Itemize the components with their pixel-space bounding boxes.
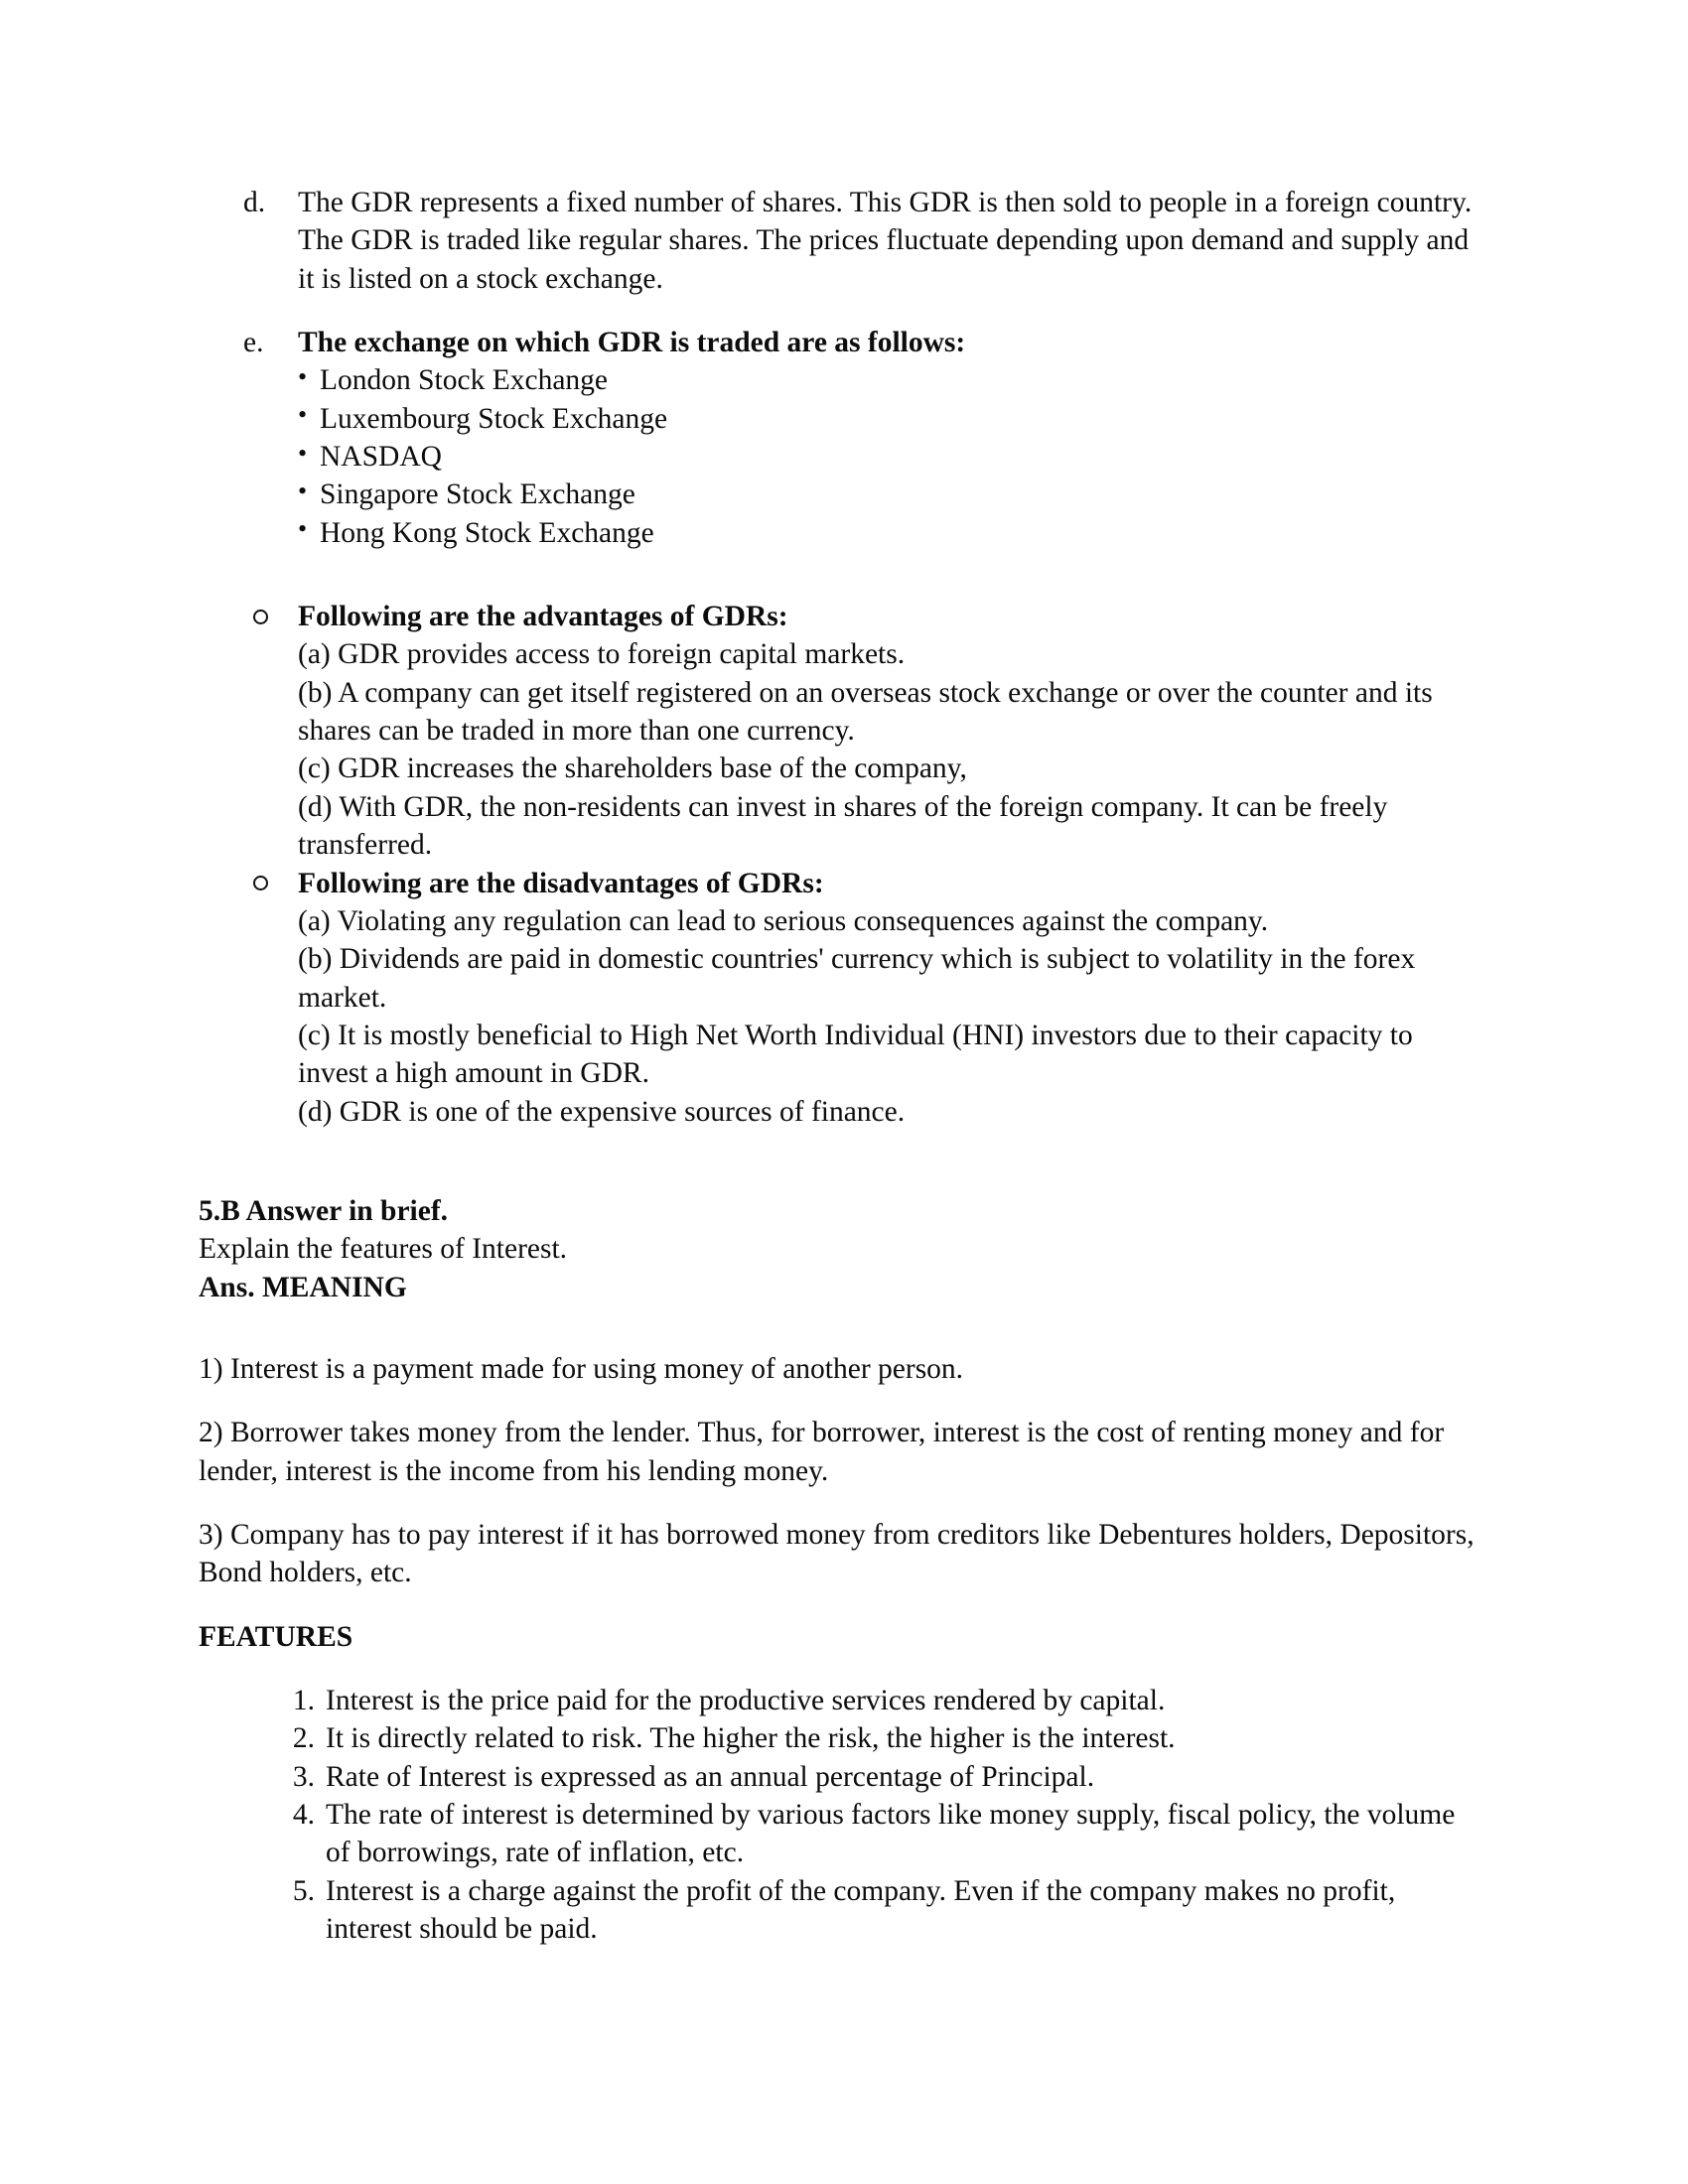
advantage-point: (d) With GDR, the non-residents can invest in shares of the foreign company. It can be freely transferred. [298, 790, 1388, 862]
bullet-icon: • [298, 438, 308, 468]
hollow-circle-icon [253, 876, 268, 890]
hollow-circle-icon [253, 610, 268, 624]
list-marker: 1. [292, 1685, 315, 1716]
list-item [199, 865, 1484, 1131]
document-body [199, 184, 1484, 1948]
bullet-icon: • [298, 514, 308, 544]
list-item-text: Interest is a charge against the profit of the company. Even if the company makes no profit, interest should be paid. [326, 1874, 1396, 1946]
list-item [298, 361, 1484, 399]
meaning-point: 1) Interest is a payment made for using money of another person. [199, 1352, 964, 1385]
list-marker: 2. [292, 1722, 315, 1755]
features-list [199, 1682, 1484, 1948]
spacer [199, 1656, 1484, 1682]
list-item-text: It is directly related to risk. The higher the risk, the higher is the interest. [326, 1722, 1176, 1755]
list-item [199, 1872, 1484, 1949]
gdr-advantages-list [199, 598, 1484, 864]
list-item-text: Interest is the price paid for the productive services rendered by capital. [326, 1685, 1166, 1716]
disadvantage-point: (a) Violating any regulation can lead to serious consequences against the company. [298, 904, 1269, 937]
interest-section [199, 1192, 1484, 1949]
list-marker: e. [243, 327, 264, 359]
list-item [199, 598, 1484, 864]
list-item-text: Rate of Interest is expressed as an annual percentage of Principal. [326, 1760, 1095, 1793]
meaning-point: 2) Borrower takes money from the lender. Thus, for borrower, interest is the cost of renting money and for lender, interest is the income from his lending money. [199, 1417, 1445, 1487]
list-item-text: The rate of interest is determined by various factors like money supply, fiscal policy, the volume of borrowings, rate of inflation, etc. [326, 1799, 1456, 1869]
spacer [199, 1131, 1484, 1192]
spacer [199, 1306, 1484, 1350]
list-item [199, 1682, 1484, 1719]
subsection-heading: Following are the disadvantages of GDRs: [298, 867, 824, 899]
list-item-text: Luxembourg Stock Exchange [320, 402, 668, 435]
list-item-text: The exchange on which GDR is traded are as follows: [298, 327, 966, 359]
list-marker: 5. [292, 1874, 315, 1907]
list-item [298, 400, 1484, 438]
list-item [298, 438, 1484, 476]
bullet-icon: • [298, 400, 308, 430]
advantage-point: (c) GDR increases the shareholders base of the company, [298, 752, 967, 785]
question-text: Explain the features of Interest. [199, 1233, 568, 1266]
list-item-text: Hong Kong Stock Exchange [320, 516, 654, 549]
advantage-point: (a) GDR provides access to foreign capital markets. [298, 638, 906, 671]
features-heading: FEATURES [199, 1620, 353, 1653]
list-item [199, 1796, 1484, 1872]
list-marker: d. [243, 187, 266, 218]
bullet-icon: • [298, 361, 308, 391]
spacer [199, 572, 1484, 598]
list-marker: 4. [292, 1799, 315, 1832]
advantage-point: (b) A company can get itself registered on an overseas stock exchange or over the counter and its shares can be traded in more than one currency. [298, 676, 1433, 748]
list-item-text: London Stock Exchange [320, 364, 609, 397]
list-item [298, 476, 1484, 513]
list-item-text: The GDR represents a fixed number of shares. This GDR is then sold to people in a foreign country. The GDR is traded like regular shares. The prices fluctuate depending upon demand and supply and it is listed on a stock exchange. [298, 187, 1473, 295]
section-title: 5.B Answer in brief. [199, 1194, 449, 1227]
list-item-text: NASDAQ [320, 441, 442, 474]
exchange-bullet-list [298, 361, 1484, 552]
list-item [199, 324, 1484, 552]
list-item-text: Singapore Stock Exchange [320, 478, 635, 511]
disadvantage-point: (c) It is mostly beneficial to High Net Worth Individual (HNI) investors due to their capacity to invest a high amount in GDR. [298, 1019, 1413, 1090]
list-item [298, 514, 1484, 552]
disadvantage-point: (d) GDR is one of the expensive sources of finance. [298, 1095, 906, 1128]
list-item [199, 1719, 1484, 1757]
gdr-lettered-list [199, 184, 1484, 552]
list-item [199, 184, 1484, 298]
subsection-heading: Following are the advantages of GDRs: [298, 601, 788, 633]
disadvantage-point: (b) Dividends are paid in domestic countries' currency which is subject to volatility in the forex market. [298, 943, 1416, 1014]
list-marker: 3. [292, 1760, 315, 1793]
answer-label: Ans. MEANING [199, 1271, 407, 1303]
meaning-point: 3) Company has to pay interest if it has borrowed money from creditors like Debentures holders, Depositors, Bond holders, etc. [199, 1518, 1475, 1589]
gdr-disadvantages-list [199, 865, 1484, 1131]
list-item [199, 1758, 1484, 1796]
bullet-icon: • [298, 476, 308, 505]
